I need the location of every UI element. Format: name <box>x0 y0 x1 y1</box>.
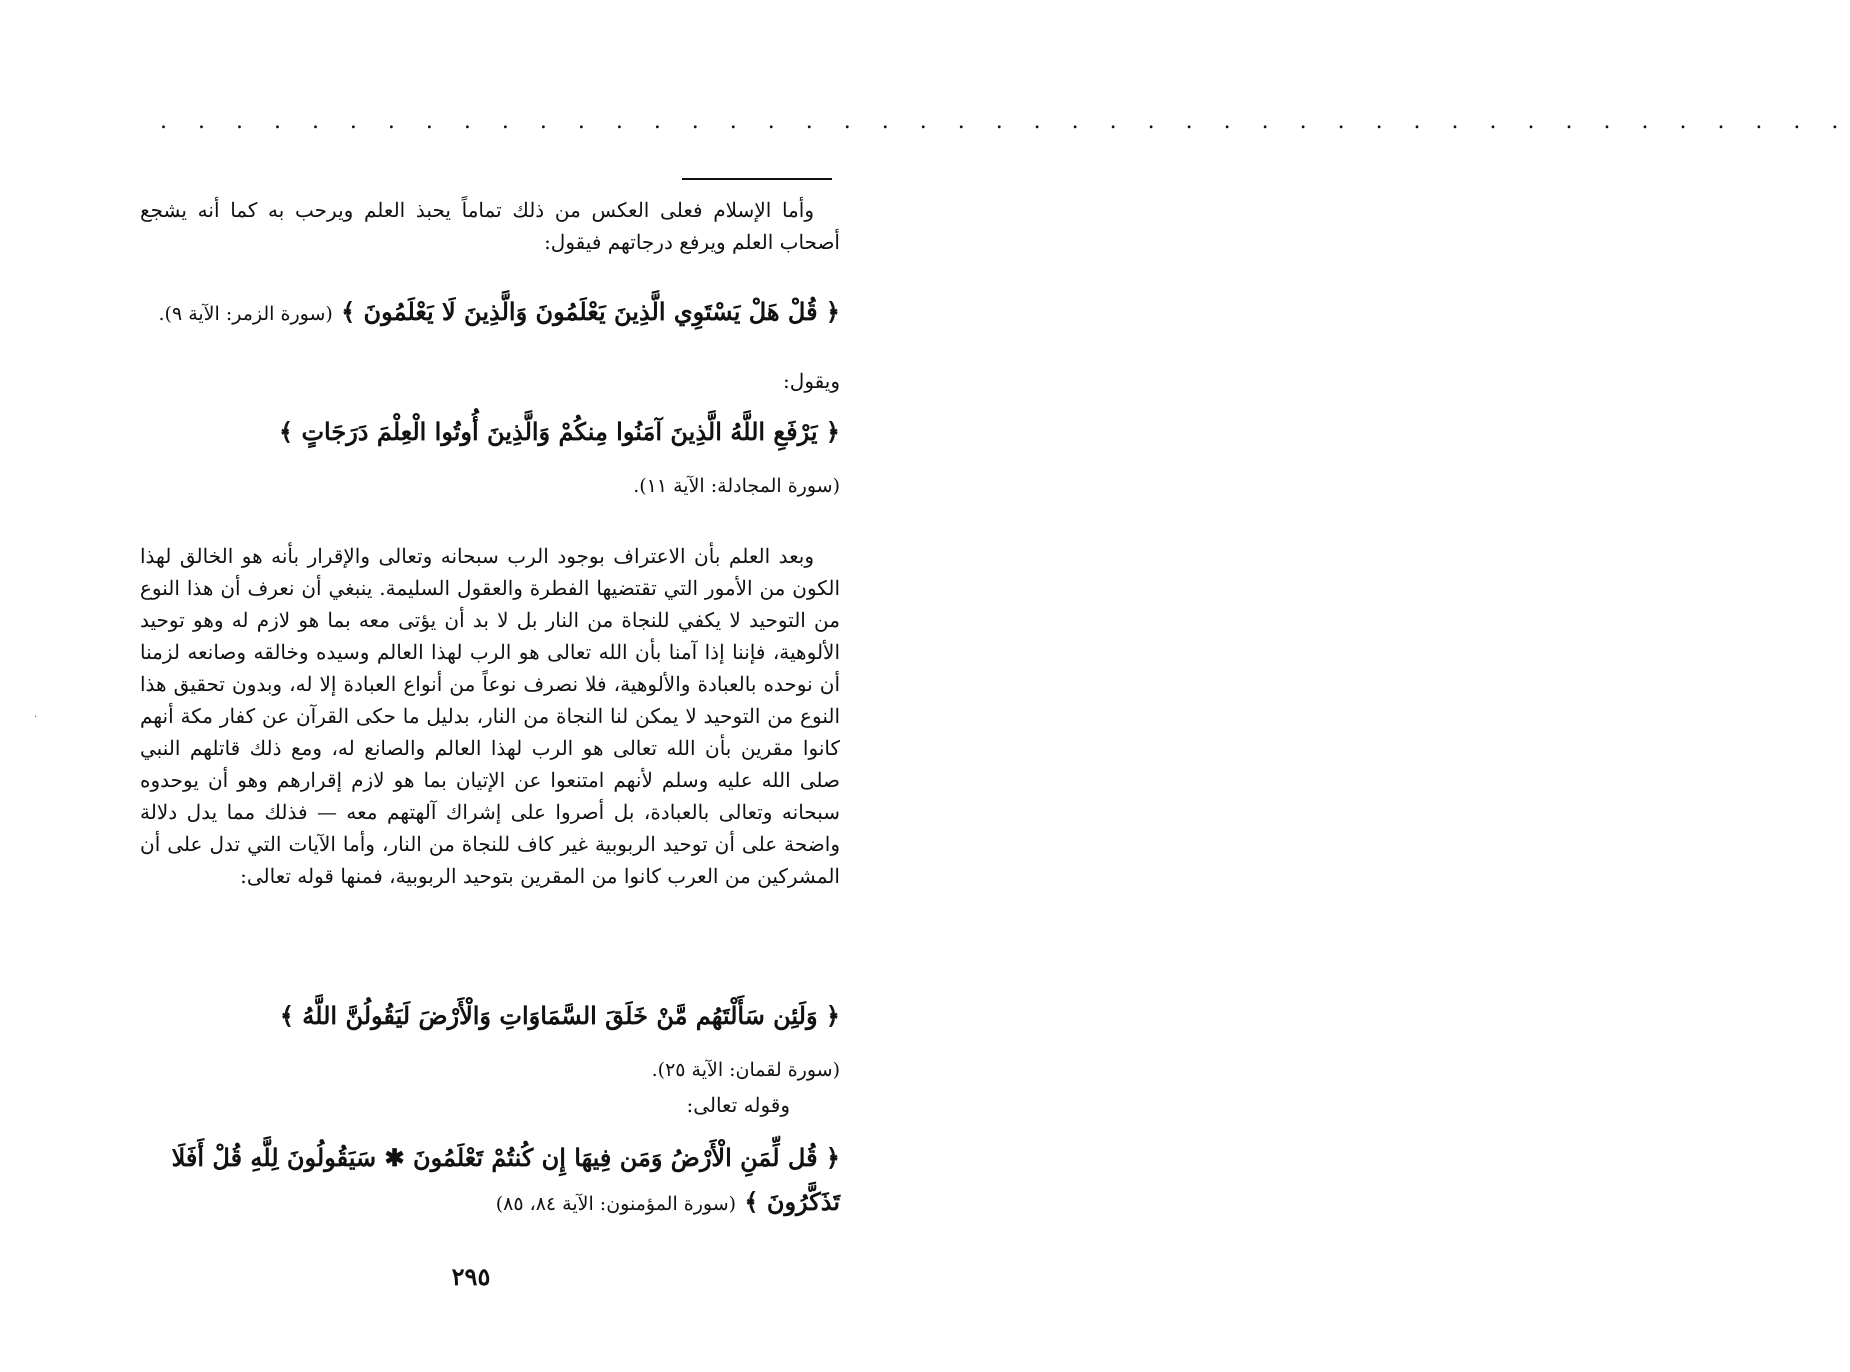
page-number: ٢٩٥ <box>451 1262 491 1291</box>
verse-3-citation: (سورة لقمان: الآية ٢٥). <box>651 1059 840 1081</box>
verse-1-citation: (سورة الزمر: الآية ٩). <box>158 303 333 325</box>
verse-3-text: ﴿ وَلَئِن سَأَلْتَهُم مَّنْ خَلَقَ السَّمَاوَاتِ وَالْأَرْضَ لَيَقُولُنَّ اللَّهُ ﴾ <box>279 1001 840 1030</box>
main-paragraph: وبعد العلم بأن الاعتراف بوجود الرب سبحانه وتعالى والإقرار بأنه هو الخالق لهذا الكون من الأمور التي تقتضيها الفطرة والعقول السليمة. ينبغي أن نعرف أن هذا النوع من التوحيد لا يكفي للنجاة من النار بل لا بد أن يؤتى معه بما هو لازم له وهو توحيد الألوهية، فإننا إذا آمنا بأن الله تعالى هو الرب لهذا العالم وسيده وخالقه وصانعه لزمنا أن نوحده بالعبادة والألوهية، فلا نصرف نوعاً من أنواع العبادة إلا له، وبدون تحقيق هذا النوع من التوحيد لا يمكن لنا النجاة من النار، بدليل ما حكى القرآن عن كفار مكة أنهم كانوا مقرين بأن الله تعالى هو الرب لهذا العالم والصانع له، ومع ذلك قاتلهم النبي صلى الله عليه وسلم لأنهم امتنعوا عن الإتيان بما هو لازم إقرارهم وهو أن يوحدوه سبحانه وتعالى بالعبادة، بل أصروا على إشراك آلهتهم معه — فذلك مما يدل دلالة واضحة على أن توحيد الربوبية غير كاف للنجاة من النار، وأما الآيات التي تدل على أن المشركين من العرب كانوا من المقرين بتوحيد الربوبية، فمنها قوله تعالى: <box>140 544 840 888</box>
verse-2-text: ﴿ يَرْفَعِ اللَّهُ الَّذِينَ آمَنُوا مِنكُمْ وَالَّذِينَ أُوتُوا الْعِلْمَ دَرَجَاتٍ ﴾ <box>279 417 840 446</box>
and-his-saying-label: وقوله تعالى: <box>686 1093 790 1117</box>
and-says-label: ويقول: <box>783 369 840 393</box>
verse-4 <box>140 1136 840 1226</box>
dotted-separator: . . . . . . . . . . . . . . . . . . . . . . . . . . . . . . . . . . . . . . . . . . . . . <box>160 109 1850 134</box>
verse-4-text: ﴿ قُل لِّمَنِ الْأَرْضُ وَمَن فِيهَا إِن كُنتُمْ تَعْلَمُونَ ✱ سَيَقُولُونَ لِلَّهِ قُلْ أَفَلَا تَذَكَّرُونَ ﴾ <box>171 1143 840 1216</box>
margin-mark: · <box>34 712 38 723</box>
intro-paragraph: وأما الإسلام فعلى العكس من ذلك تماماً يحبذ العلم ويرحب به كما أنه يشجع أصحاب العلم ويرفع درجاتهم فيقول: <box>140 198 840 254</box>
verse-2-citation: (سورة المجادلة: الآية ١١). <box>633 475 840 497</box>
footnote-rule <box>682 178 832 180</box>
verse-1 <box>140 292 840 334</box>
verse-4-citation: (سورة المؤمنون: الآية ٨٤، ٨٥) <box>495 1193 737 1215</box>
verse-1-text: ﴿ قُلْ هَلْ يَسْتَوِي الَّذِينَ يَعْلَمُونَ وَالَّذِينَ لَا يَعْلَمُونَ ﴾ <box>341 297 840 326</box>
